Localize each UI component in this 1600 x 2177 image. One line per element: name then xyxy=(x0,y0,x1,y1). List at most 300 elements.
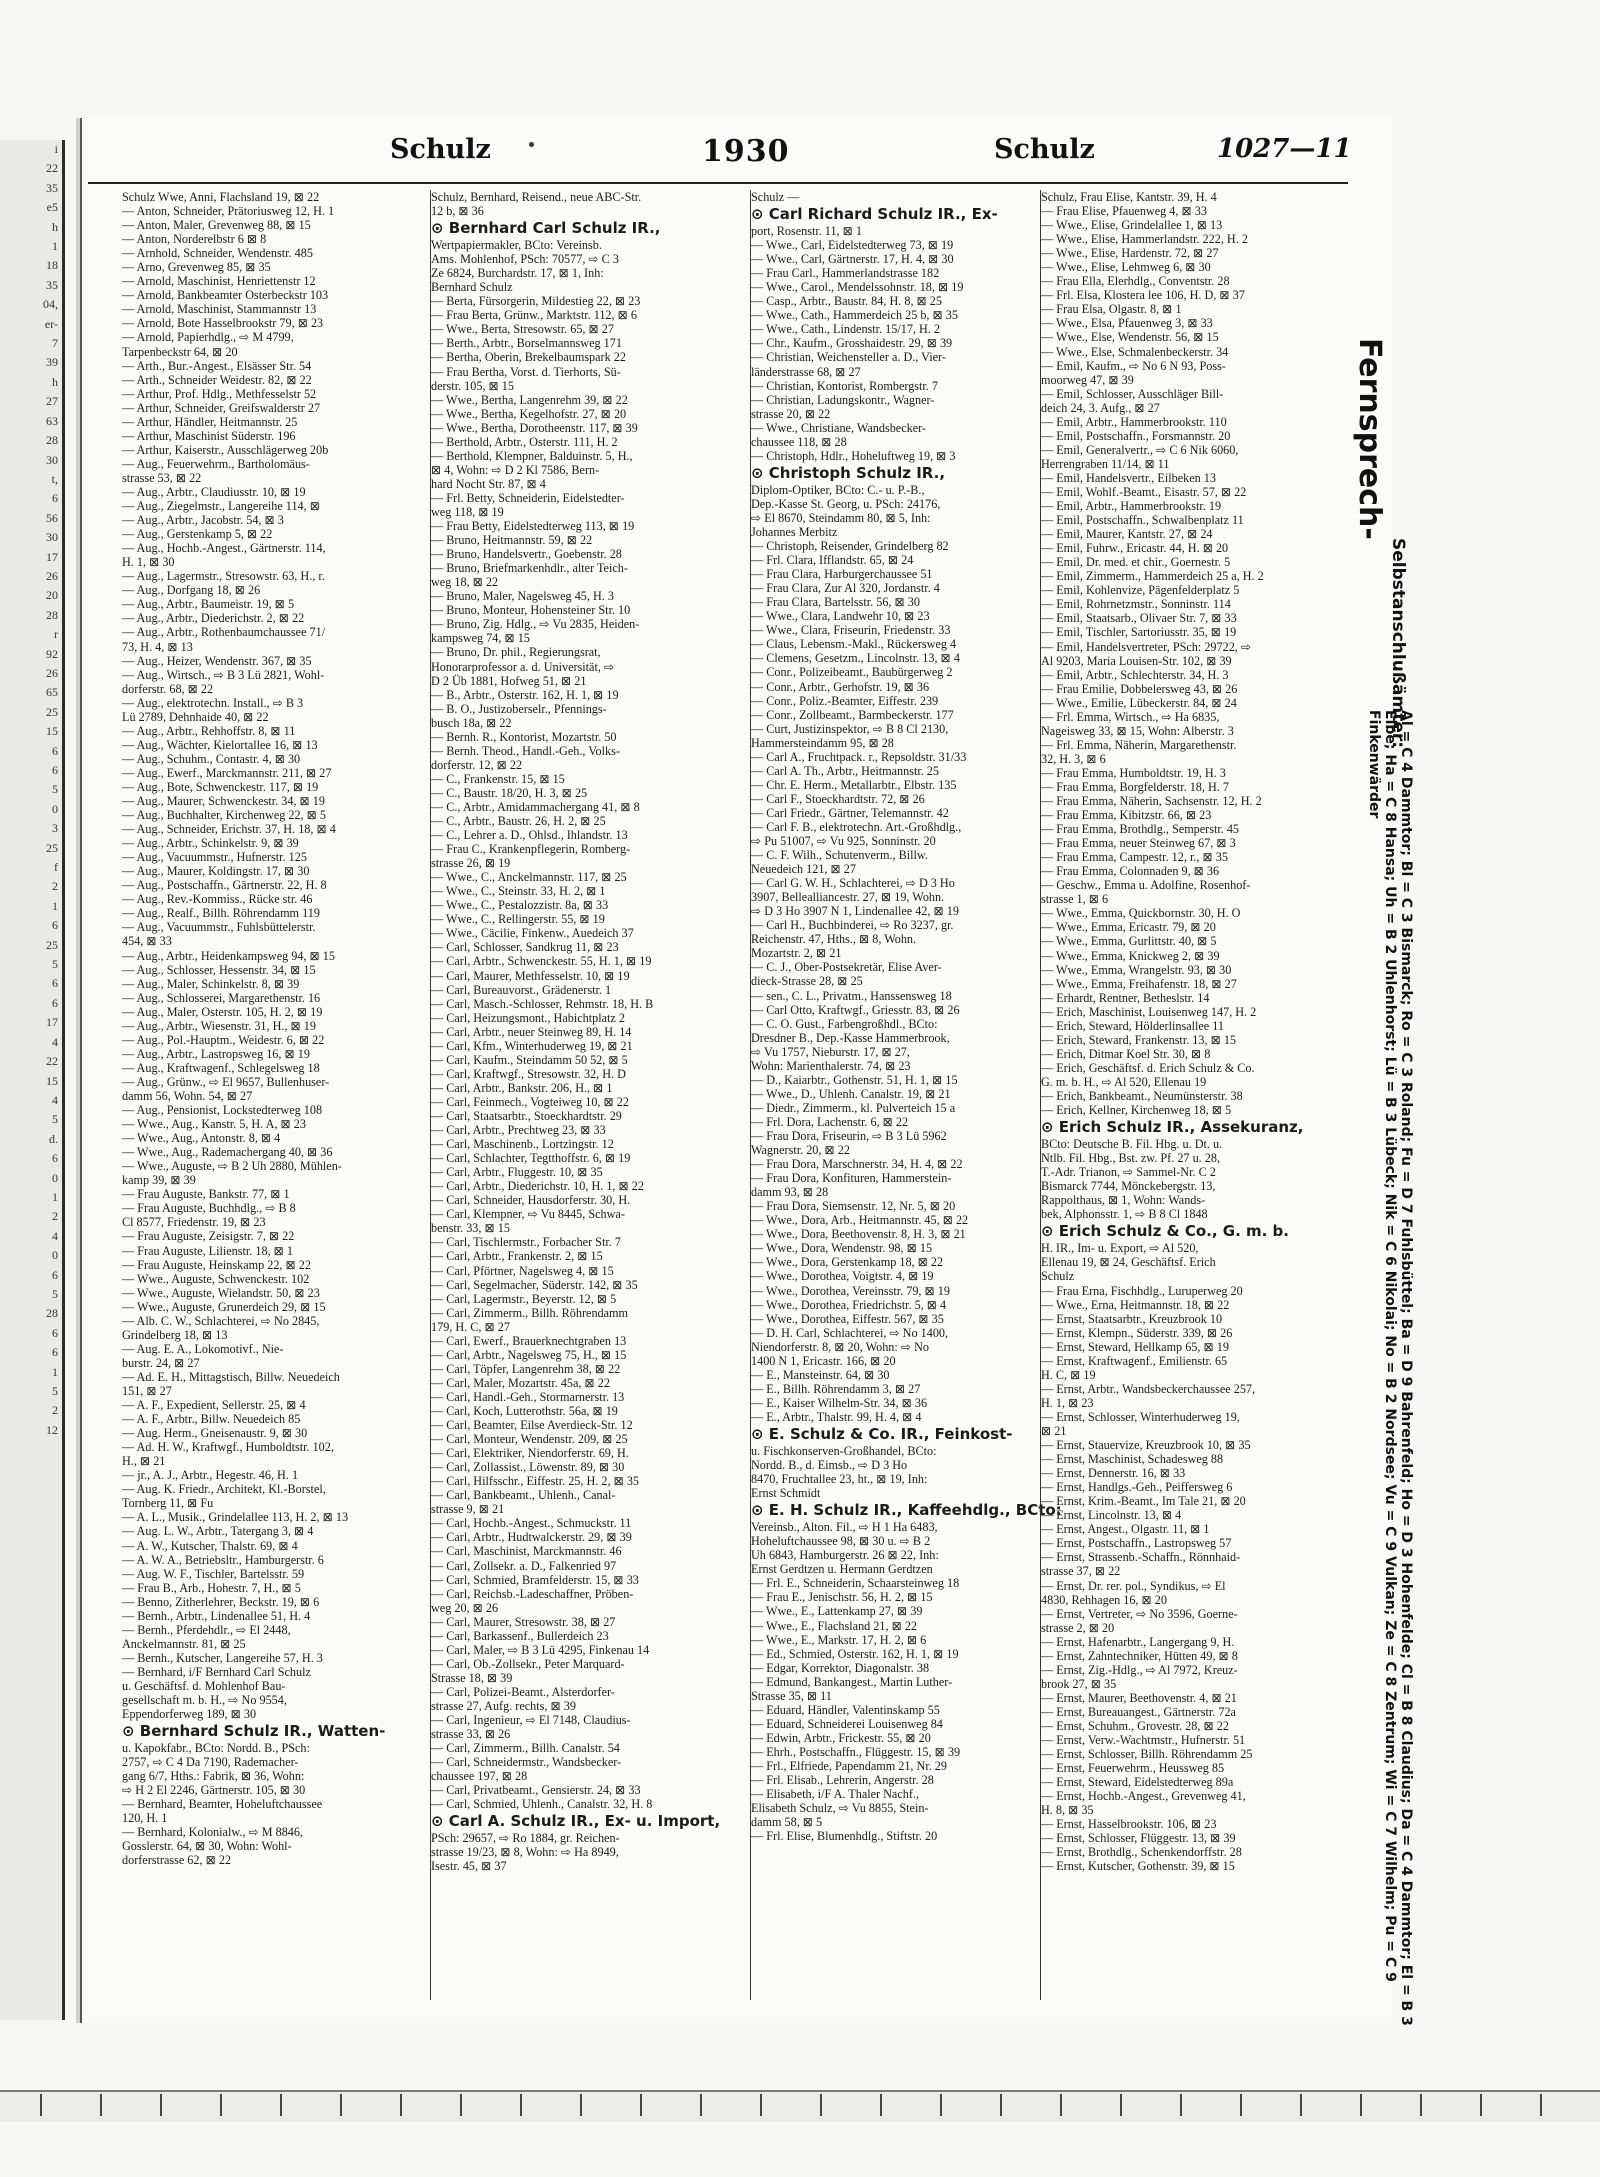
directory-entry: Dresdner B., Dep.-Kasse Hammerbrook, xyxy=(751,1030,950,1045)
directory-entry: — Wwe., Aug., Antonstr. 8, ⊠ 4 xyxy=(122,1131,281,1146)
directory-entry: — Aug. E. A., Lokomotivf., Nie- xyxy=(122,1341,284,1356)
directory-entry: — Carl, Schlosser, Sandkrug 11, ⊠ 23 xyxy=(431,940,619,955)
directory-entry: ⊙ Christoph Schulz IR., xyxy=(751,463,946,482)
directory-entry: — C., Arbtr., Amidammachergang 41, ⊠ 8 xyxy=(431,799,640,814)
directory-entry: — Wwe., Cath., Lindenstr. 15/17, H. 2 xyxy=(751,322,941,337)
sliver-fragment: 5 xyxy=(52,1384,58,1398)
directory-entry: — Ernst, Schlosser, Billh. Röhrendamm 25 xyxy=(1041,1747,1253,1762)
directory-entry: H., ⊠ 21 xyxy=(122,1454,166,1469)
directory-entry: — Bernhard, i/F Bernhard Carl Schulz xyxy=(122,1664,311,1679)
directory-entry: ⊙ Carl A. Schulz IR., Ex- u. Import, xyxy=(431,1812,721,1831)
directory-entry: — Aug., Schneider, Erichstr. 37, H. 18, ⊠ 4 xyxy=(122,822,336,837)
directory-entry: gesellschaft m. b. H., ⇨ No 9554, xyxy=(122,1693,287,1708)
directory-entry: — Aug., Gerstenkamp 5, ⊠ 22 xyxy=(122,527,273,542)
directory-entry: — Frau B., Arb., Hohestr. 7, H., ⊠ 5 xyxy=(122,1580,301,1595)
directory-entry: — Aug., Vacuummstr., Hufnerstr. 125 xyxy=(122,850,307,865)
directory-entry: — Carl A. Th., Arbtr., Heitmannstr. 25 xyxy=(751,763,939,778)
directory-entry: — Carl, Hilfsschr., Eiffestr. 25, H. 2, ⊠ 35 xyxy=(431,1474,640,1489)
directory-entry: — Carl, Barkassenf., Bullerdeich 23 xyxy=(431,1628,609,1643)
sliver-fragment: 63 xyxy=(46,413,58,428)
directory-entry: — Carl, Arbtr., neuer Steinweg 89, H. 14 xyxy=(431,1024,632,1039)
directory-entry: — Aug., Realf., Billh. Röhrendamm 119 xyxy=(122,906,320,921)
directory-entry: Nordd. B., d. Eimsb., ⇨ D 3 Ho xyxy=(751,1458,908,1473)
directory-entry: — Clemens, Gesetzm., Lincolnstr. 13, ⊠ 4 xyxy=(751,651,960,666)
directory-entry: — Frau Bertha, Vorst. d. Tierhorts, Sü- xyxy=(431,364,621,379)
directory-entry: — A. F., Expedient, Sellerstr. 25, ⊠ 4 xyxy=(122,1398,306,1413)
directory-entry: — Carl, Zollassist., Löwenstr. 89, ⊠ 30 xyxy=(431,1460,625,1475)
directory-entry: 151, ⊠ 27 xyxy=(122,1383,172,1398)
directory-entry: — Wwe., Emma, Gurlittstr. 40, ⊠ 5 xyxy=(1041,934,1217,949)
sliver-fragment: 30 xyxy=(46,452,58,467)
directory-entry: — Carl, Ingenieur, ⇨ El 7148, Claudius- xyxy=(431,1713,631,1728)
directory-entry: — Carl, Schneider, Hausdorferstr. 30, H. xyxy=(431,1193,631,1208)
directory-entry: ⊙ E. H. Schulz IR., Kaffeehdlg., BCto: xyxy=(751,1501,1062,1520)
directory-entry: — Carl, Beamter, Eilse Averdieck-Str. 12 xyxy=(431,1418,633,1433)
previous-page-edge xyxy=(0,140,65,2020)
directory-entry: — Carl, Segelmacher, Süderstr. 142, ⊠ 35 xyxy=(431,1277,638,1292)
directory-entry: — Wwe., Aug., Rademachergang 40, ⊠ 36 xyxy=(122,1145,333,1160)
directory-entry: — B. O., Justizoberselr., Pfennings- xyxy=(431,701,607,716)
directory-entry: Schulz, Frau Elise, Kantstr. 39, H. 4 xyxy=(1041,190,1217,204)
directory-entry: — Emil, Handelsvertr., Eilbeken 13 xyxy=(1041,470,1216,485)
directory-entry: — Ernst, Vertreter, ⇨ No 3596, Goerne- xyxy=(1041,1606,1238,1621)
sliver-fragment: t, xyxy=(51,471,58,486)
sliver-fragment: 2 xyxy=(52,879,58,894)
sliver-fragment: 28 xyxy=(46,1306,58,1321)
directory-entry: — Carl H., Buchbinderei, ⇨ Ro 3237, gr. xyxy=(751,918,954,933)
directory-entry: Tornberg 11, ⊠ Fu xyxy=(122,1496,214,1511)
directory-entry: 12 b, ⊠ 36 xyxy=(431,204,484,219)
directory-entry: — Frau Emma, Colonnaden 9, ⊠ 36 xyxy=(1041,864,1220,879)
sliver-fragment: 25 xyxy=(46,937,58,952)
directory-entry: — Carl, Arbtr., Fluggestr. 10, ⊠ 35 xyxy=(431,1165,603,1180)
directory-entry: — Anton, Schneider, Prätoriusweg 12, H. 1 xyxy=(122,204,335,219)
directory-entry: — Ernst, Steward, Hellkamp 65, ⊠ 19 xyxy=(1041,1339,1229,1354)
directory-entry: — Aug., Arbtr., Claudiusstr. 10, ⊠ 19 xyxy=(122,484,306,499)
directory-entry: — Emil, Zimmerm., Hammerdeich 25 a, H. 2 xyxy=(1041,569,1264,584)
directory-entry: — Frau Auguste, Lilienstr. 18, ⊠ 1 xyxy=(122,1243,294,1258)
sliver-fragment: 6 xyxy=(52,976,58,991)
sliver-fragment: 1 xyxy=(52,1364,58,1379)
directory-entry: — Emil, Staatsarb., Olivaer Str. 7, ⊠ 33 xyxy=(1041,611,1237,626)
directory-entry: — Frau Emma, Humboldtstr. 19, H. 3 xyxy=(1041,765,1226,780)
directory-entry: — C. J., Ober-Postsekretär, Elise Aver- xyxy=(751,960,942,975)
film-tick xyxy=(280,2094,282,2116)
directory-entry: — Erich, Steward, Hölderlinsallee 11 xyxy=(1041,1018,1224,1033)
directory-entry: — Carl, Tischlermstr., Forbacher Str. 7 xyxy=(431,1235,621,1250)
sliver-fragment: 17 xyxy=(46,1015,58,1030)
directory-entry: — Frau E., Jenischstr. 56, H. 2, ⊠ 15 xyxy=(751,1590,933,1605)
directory-entry: ⊠ 4, Wohn: ⇨ D 2 Kl 7586, Bern- xyxy=(431,462,600,477)
sliver-fragment: 6 xyxy=(52,918,58,933)
directory-entry: — Casp., Arbtr., Baustr. 84, H. 8, ⊠ 25 xyxy=(751,294,942,309)
sidebar-subtitle: Selbstanschlußämter: xyxy=(1388,538,1408,749)
directory-entry: — C., Frankenstr. 15, ⊠ 15 xyxy=(431,771,565,786)
directory-entry: — Emil, Wohlf.-Beamt., Eisastr. 57, ⊠ 22 xyxy=(1041,484,1247,499)
directory-entry: — Carl, Schmied, Uhlenh., Canalstr. 32, H. 8 xyxy=(431,1797,653,1812)
directory-entry: — Aug., Schlosser, Hessenstr. 34, ⊠ 15 xyxy=(122,962,316,977)
directory-entry: — Emil, Arbtr., Schlechterstr. 34, H. 3 xyxy=(1041,667,1229,682)
film-tick xyxy=(340,2094,342,2116)
directory-entry: — Wwe., Elise, Hardenstr. 72, ⊠ 27 xyxy=(1041,246,1219,261)
directory-entry: Hammersteindamm 95, ⊠ 28 xyxy=(751,735,894,750)
directory-entry: — Frau Berta, Grünw., Marktstr. 112, ⊠ 6 xyxy=(431,308,637,323)
directory-entry: — Aug., Feuerwehrm., Bartholomäus- xyxy=(122,456,310,471)
film-tick xyxy=(1120,2094,1122,2116)
directory-entry: damm 93, ⊠ 28 xyxy=(751,1185,829,1200)
directory-entry: Tarpenbeckstr 64, ⊠ 20 xyxy=(122,344,238,359)
directory-entry: — Bernh., Pferdehdlr., ⇨ El 2448, xyxy=(122,1622,291,1637)
directory-entry: — Carl Otto, Kraftwgf., Griesstr. 83, ⊠ 26 xyxy=(751,1002,960,1017)
directory-entry: — Wwe., Berta, Stresowstr. 65, ⊠ 27 xyxy=(431,322,614,337)
directory-entry: — C. O. Gust., Farbengroßhdl., BCto: xyxy=(751,1016,938,1031)
directory-entry: — Geschw., Emma u. Adolfine, Rosenhof- xyxy=(1041,878,1251,893)
directory-entry: Niendorferstr. 8, ⊠ 20, Wohn: ⇨ No xyxy=(751,1339,929,1354)
directory-entry: kamp 39, ⊠ 39 xyxy=(122,1173,196,1188)
sliver-fragment: 6 xyxy=(52,763,58,777)
directory-entry: H. 1, ⊠ 30 xyxy=(122,555,175,570)
directory-entry: derstr. 105, ⊠ 15 xyxy=(431,378,514,393)
sliver-fragment: 22 xyxy=(46,161,58,176)
sliver-fragment: 65 xyxy=(46,685,58,700)
directory-entry: — Emil, Postschaffn., Forsmannstr. 20 xyxy=(1041,428,1231,443)
directory-entry: dieck-Strasse 28, ⊠ 25 xyxy=(751,974,863,989)
directory-entry: — Aug., Rev.-Kommiss., Rücke str. 46 xyxy=(122,892,313,907)
directory-entry: — Frau Auguste, Buchhdlg., ⇨ B 8 xyxy=(122,1201,296,1216)
directory-entry: — Arnold, Papierhdlg., ⇨ M 4799, xyxy=(122,330,294,345)
directory-entry: — Aug., Buchhalter, Kirchenweg 22, ⊠ 5 xyxy=(122,808,327,823)
directory-entry: — Wwe., Emma, Freihafenstr. 18, ⊠ 27 xyxy=(1041,976,1237,991)
directory-entry: — Aug., Kraftwagenf., Schlegelsweg 18 xyxy=(122,1060,320,1075)
sliver-fragment: 35 xyxy=(46,180,58,195)
directory-entry: damm 58, ⊠ 5 xyxy=(751,1815,823,1830)
film-tick xyxy=(1180,2094,1182,2116)
sidebar-exchanges: Al = C 4 Dammtor; Bl = C 3 Bismarck; Ro = C 3 Roland; Fu = D 7 Fuhlsbüttel; Ba = D 9 Bahrenfeld; Ho = D 3 Hohenfelde; Cl = B 8 Claudius; Da = C 4 Dammtor; El = B 3 Elbe; Ha = C 8 Hansa; Uh = B 2 Uhlenhorst; Lü = B 3 Lübeck; Nik = C 6 Nikolai; No = B 2 Nordsee; Vu = C 9 Vulkan; Ze = C 8 Zentrum; Wi = C 7 Wilhelm; Pu = C 9 Finkenwärder xyxy=(1366,710,1414,2026)
directory-entry: — Emil, Dr. med. et chir., Goernestr. 5 xyxy=(1041,555,1231,570)
directory-entry: — Erich, Geschäftsf. d. Erich Schulz & Co. xyxy=(1041,1060,1255,1075)
directory-entry: busch 18a, ⊠ 22 xyxy=(431,715,512,730)
directory-entry: — Ernst, Postschaffn., Lastropsweg 57 xyxy=(1041,1536,1232,1551)
directory-entry: — Bernhard, Kolonialw., ⇨ M 8846, xyxy=(122,1825,304,1840)
directory-entry: — Arth., Bur.-Angest., Elsässer Str. 54 xyxy=(122,358,312,373)
sliver-fragment: 0 xyxy=(52,1170,58,1185)
directory-entry: — Benno, Zitherlehrer, Beckstr. 19, ⊠ 6 xyxy=(122,1594,320,1609)
directory-entry: — Frl. Elise, Blumenhdlg., Stiftstr. 20 xyxy=(751,1829,938,1844)
directory-entry: — Wwe., Else, Schmalenbeckerstr. 34 xyxy=(1041,344,1229,359)
directory-entry: — Aug., Dorfgang 18, ⊠ 26 xyxy=(122,583,261,598)
directory-entry: benstr. 33, ⊠ 15 xyxy=(431,1221,510,1236)
directory-entry: bek, Alphonsstr. 1, ⇨ B 8 Cl 1848 xyxy=(1041,1207,1208,1222)
directory-entry: — Aug., Maurer, Schwenckestr. 34, ⊠ 19 xyxy=(122,794,325,809)
sliver-fragment: 6 xyxy=(52,1267,58,1282)
sliver-fragment: f xyxy=(54,860,58,875)
directory-entry: — Frl. Clara, Ifflandstr. 65, ⊠ 24 xyxy=(751,553,914,568)
directory-entry: — Wwe., Cäcilie, Finkenw., Auedeich 37 xyxy=(431,926,634,941)
directory-entry: — Frl. Emma, Näherin, Margarethenstr. xyxy=(1041,737,1237,752)
directory-entry: 120, H. 1 xyxy=(122,1811,168,1826)
directory-entry: 2757, ⇨ C 4 Da 7190, Rademacher- xyxy=(122,1755,299,1770)
film-tick xyxy=(1240,2094,1242,2116)
directory-entry: — Berta, Fürsorgerin, Mildestieg 22, ⊠ 23 xyxy=(431,294,641,309)
directory-entry: Reichenstr. 47, Hths., ⊠ 8, Wohn. xyxy=(751,932,917,947)
directory-entry: — Anton, Maler, Grevenweg 88, ⊠ 15 xyxy=(122,218,311,233)
directory-entry: — Diedr., Zimmerm., kl. Pulverteich 15 a xyxy=(751,1100,956,1115)
sliver-fragment: 5 xyxy=(52,782,58,797)
sliver-fragment: 5 xyxy=(52,957,58,972)
column-1 xyxy=(122,190,470,2000)
directory-entry: — Emil, Arbtr., Hammerbrookstr. 110 xyxy=(1041,414,1227,429)
directory-entry: — Wwe., Dorothea, Voigtstr. 4, ⊠ 19 xyxy=(751,1269,934,1284)
directory-entry: — Emil, Kaufm., ⇨ No 6 N 93, Poss- xyxy=(1041,358,1226,373)
film-tick xyxy=(640,2094,642,2116)
directory-entry: — Carl, Ewerf., Brauerknechtgraben 13 xyxy=(431,1333,627,1348)
film-tick xyxy=(1060,2094,1062,2116)
directory-entry: — Ernst, Schlosser, Winterhuderweg 19, xyxy=(1041,1409,1240,1424)
directory-entry: Neuedeich 121, ⊠ 27 xyxy=(751,862,856,877)
sliver-fragment: 2 xyxy=(52,1209,58,1224)
directory-entry: — Aug., Maler, Osterstr. 105, H. 2, ⊠ 19 xyxy=(122,1004,323,1019)
directory-entry: — Carl, Ob.-Zollsekr., Peter Marquard- xyxy=(431,1656,625,1671)
directory-entry: Ze 6824, Burchardstr. 17, ⊠ 1, Inh: xyxy=(431,266,604,281)
directory-entry: dorferstr. 12, ⊠ 22 xyxy=(431,757,523,772)
sliver-fragment: 56 xyxy=(46,510,58,525)
directory-entry: — Chr., Kaufm., Grosshaidestr. 29, ⊠ 39 xyxy=(751,336,953,351)
directory-entry: — Frau Emma, Borgfelderstr. 18, H. 7 xyxy=(1041,779,1229,794)
sliver-fragment: 5 xyxy=(52,1286,58,1301)
directory-entry: — Frau Emilie, Dobbelersweg 43, ⊠ 26 xyxy=(1041,681,1238,696)
directory-entry: — Frau Elsa, Olgastr. 8, ⊠ 1 xyxy=(1041,302,1182,317)
directory-entry: Nageisweg 33, ⊠ 15, Wohn: Alberstr. 3 xyxy=(1041,723,1234,738)
directory-entry: — Ernst, Hasselbrookstr. 106, ⊠ 23 xyxy=(1041,1817,1217,1832)
directory-entry: — Frl. Dora, Lachenstr. 6, ⊠ 22 xyxy=(751,1114,909,1129)
directory-entry: — Arthur, Schneider, Greifswalderstr 27 xyxy=(122,400,321,415)
directory-entry: ⊙ Erich Schulz & Co., G. m. b. xyxy=(1041,1222,1289,1241)
directory-entry: strasse 26, ⊠ 19 xyxy=(431,856,511,871)
directory-entry: 179, H. C, ⊠ 27 xyxy=(431,1319,510,1334)
directory-entry: Diplom-Optiker, BCto: C.- u. P.-B., xyxy=(751,482,925,497)
sliver-fragment: 1 xyxy=(52,1189,58,1204)
sidebar-title: Fernsprech- xyxy=(1352,338,1387,540)
directory-entry: — Ernst, Dennerstr. 16, ⊠ 33 xyxy=(1041,1466,1186,1481)
directory-entry: — Ernst, Klempn., Süderstr. 339, ⊠ 26 xyxy=(1041,1325,1233,1340)
directory-entry: ⊠ 21 xyxy=(1041,1423,1067,1438)
directory-entry: — Wwe., D., Uhlenh. Canalstr. 19, ⊠ 21 xyxy=(751,1086,951,1101)
directory-entry: — Berth., Arbtr., Borselmannsweg 171 xyxy=(431,336,622,351)
directory-entry: — Carl, Bureauvorst., Grädenerstr. 1 xyxy=(431,982,612,997)
directory-entry: Mozartstr. 2, ⊠ 21 xyxy=(751,946,842,961)
directory-entry: — D. H. Carl, Schlachterei, ⇨ No 1400, xyxy=(751,1325,949,1340)
film-tick xyxy=(1420,2094,1422,2116)
directory-entry: ⇨ D 3 Ho 3907 N 1, Lindenallee 42, ⊠ 19 xyxy=(751,904,959,919)
sliver-fragment: 20 xyxy=(46,588,58,603)
sliver-fragment: 15 xyxy=(46,724,58,739)
directory-entry: — Bernh., Arbtr., Lindenallee 51, H. 4 xyxy=(122,1608,311,1623)
directory-entry: länderstrasse 68, ⊠ 27 xyxy=(751,364,861,379)
film-edge xyxy=(0,2090,1600,2122)
directory-entry: moorweg 47, ⊠ 39 xyxy=(1041,372,1134,387)
directory-entry: — Emil, Fuhrw., Ericastr. 44, H. ⊠ 20 xyxy=(1041,541,1229,556)
sliver-fragment: 15 xyxy=(46,1073,58,1088)
film-tick xyxy=(1300,2094,1302,2116)
directory-entry: — Erich, Maschinist, Louisenweg 147, H. 2 xyxy=(1041,1004,1257,1019)
directory-entry: — Claus, Lebensm.-Makl., Rückersweg 4 xyxy=(751,637,957,652)
directory-entry: — Wwe., Auguste, Schwenckestr. 102 xyxy=(122,1271,310,1286)
directory-entry: — Frau Betty, Eidelstedterweg 113, ⊠ 19 xyxy=(431,519,635,534)
directory-entry: — Emil, Rohrnetzmstr., Sonninstr. 114 xyxy=(1041,597,1231,612)
directory-entry: — Arnold, Bankbeamter Osterbeckstr 103 xyxy=(122,288,329,303)
directory-entry: — Frau Carl., Hammerlandstrasse 182 xyxy=(751,266,940,281)
directory-entry: — Emil, Arbtr., Hammerbrookstr. 19 xyxy=(1041,499,1222,514)
directory-entry: strasse 27, Aufg. rechts, ⊠ 39 xyxy=(431,1698,576,1713)
sliver-fragment: e5 xyxy=(46,200,58,215)
directory-entry: — Carl, Schneidermstr., Wandsbecker- xyxy=(431,1755,622,1770)
directory-entry: — Carl, Klempner, ⇨ Vu 8445, Schwa- xyxy=(431,1207,625,1222)
directory-entry: — Ehrh., Postschaffn., Flüggestr. 15, ⊠ 39 xyxy=(751,1744,961,1759)
sliver-fragment: r xyxy=(54,627,58,642)
directory-entry: — E., Mansteinstr. 64, ⊠ 30 xyxy=(751,1367,890,1382)
directory-entry: — D., Kaiarbtr., Gothenstr. 51, H. 1, ⊠ 15 xyxy=(751,1072,958,1087)
directory-entry: Wagnerstr. 20, ⊠ 22 xyxy=(751,1143,850,1158)
directory-entry: ⇨ El 8670, Steindamm 80, ⊠ 5, Inh: xyxy=(751,510,931,525)
directory-entry: — Frau Emma, Brothdlg., Semperstr. 45 xyxy=(1041,822,1240,837)
directory-entry: — Ernst, Kraftwagenf., Emilienstr. 65 xyxy=(1041,1353,1228,1368)
directory-entry: — Christian, Ladungskontr., Wagner- xyxy=(751,392,935,407)
directory-entry: — Ernst, Bureauangest., Gärtnerstr. 72a xyxy=(1041,1704,1236,1719)
directory-entry: — Aug., Hochb.-Angest., Gärtnerstr. 114, xyxy=(122,541,326,556)
directory-entry: — Frau Emma, Campestr. 12, r., ⊠ 35 xyxy=(1041,850,1228,865)
directory-entry: — Aug., Arbtr., Schinkelstr. 9, ⊠ 39 xyxy=(122,836,299,851)
directory-entry: u. Fischkonserven-Großhandel, BCto: xyxy=(751,1443,937,1458)
directory-entry: — Wwe., Erna, Heitmannstr. 18, ⊠ 22 xyxy=(1041,1297,1230,1312)
directory-entry: — Aug., Arbtr., Diederichstr. 2, ⊠ 22 xyxy=(122,611,305,626)
column-4 xyxy=(1040,190,1363,2000)
directory-entry: — Conr., Zollbeamt., Barmbeckerstr. 177 xyxy=(751,707,954,722)
directory-entry: — Carl, Zimmerm., Billh. Röhrendamm xyxy=(431,1305,629,1320)
directory-entry: — Aug., Arbtr., Rehhoffstr. 8, ⊠ 11 xyxy=(122,723,296,738)
sliver-fragment: 25 xyxy=(46,840,58,855)
directory-entry: — Carl, Hochb.-Angest., Schmuckstr. 11 xyxy=(431,1516,632,1531)
directory-entry: strasse 1, ⊠ 6 xyxy=(1041,892,1109,907)
directory-entry: — Frl. Elisab., Lehrerin, Angerstr. 28 xyxy=(751,1773,934,1788)
directory-entry: — Wwe., Dora, Arb., Heitmannstr. 45, ⊠ 22 xyxy=(751,1213,969,1228)
directory-entry: brook 27, ⊠ 35 xyxy=(1041,1676,1117,1691)
directory-entry: — Edgar, Korrektor, Diagonalstr. 38 xyxy=(751,1660,930,1675)
sliver-fragment: 1 xyxy=(52,239,58,254)
sliver-fragment: 3 xyxy=(52,821,58,836)
directory-entry: — Emil, Kohlenvize, Pägenfelderplatz 5 xyxy=(1041,583,1240,598)
directory-entry: ⇨ H 2 El 2246, Gärtnerstr. 105, ⊠ 30 xyxy=(122,1783,306,1798)
page-header xyxy=(82,118,1392,178)
directory-entry: — Carl, Maler, ⇨ B 3 Lü 4295, Finkenau 14 xyxy=(431,1642,650,1657)
directory-entry: — Ernst, Steward, Eidelstedterweg 89a xyxy=(1041,1775,1234,1790)
directory-entry: — Wwe., Elise, Lehmweg 6, ⊠ 30 xyxy=(1041,260,1211,275)
sliver-fragment: er- xyxy=(44,316,58,331)
directory-entry: — Aug., Maler, Schinkelstr. 8, ⊠ 39 xyxy=(122,976,300,991)
sliver-fragment: 0 xyxy=(52,1248,58,1263)
sliver-fragment: 1 xyxy=(52,898,58,913)
directory-entry: — Ernst, Stauervize, Kreuzbrook 10, ⊠ 35 xyxy=(1041,1438,1251,1453)
directory-entry: — Carl A., Fruchtpack. r., Repsoldstr. 31/33 xyxy=(751,749,967,764)
directory-entry: — Carl, Polizei-Beamt., Alsterdorfer- xyxy=(431,1684,615,1699)
directory-entry: — Frl. E., Schneiderin, Schaarsteinweg 18 xyxy=(751,1576,960,1591)
header-right-name: Schulz xyxy=(994,134,1095,165)
directory-entry: — Arthur, Maschinist Süderstr. 196 xyxy=(122,428,296,443)
directory-entry: — Frau Emma, Kibitzstr. 66, ⊠ 23 xyxy=(1041,808,1212,823)
sliver-fragment: 7 xyxy=(52,336,58,351)
header-dot xyxy=(529,142,534,147)
directory-entry: deich 24, 3. Aufg., ⊠ 27 xyxy=(1041,400,1160,415)
directory-entry: — Carl, Staatsarbtr., Stoeckhardtstr. 29 xyxy=(431,1109,622,1123)
directory-entry: — Emil, Generalvertr., ⇨ C 6 Nik 6060, xyxy=(1041,442,1239,457)
sliver-fragment: 6 xyxy=(52,491,58,506)
directory-entry: — Aug., Grünw., ⇨ El 9657, Bullenhuser- xyxy=(122,1074,330,1089)
sliver-fragment: 5 xyxy=(52,1112,58,1127)
directory-entry: — Aug., Lagermstr., Stresowstr. 63, H., r. xyxy=(122,569,325,584)
directory-entry: PSch: 29657, ⇨ Ro 1884, gr. Reichen- xyxy=(431,1831,620,1846)
directory-entry: H. IR., Im- u. Export, ⇨ Al 520, xyxy=(1041,1241,1199,1256)
sliver-fragment: 4 xyxy=(52,1092,58,1107)
directory-entry: — Aug., Arbtr., Jacobstr. 54, ⊠ 3 xyxy=(122,513,284,528)
directory-entry: — Carl, Arbtr., Schwenckestr. 55, H. 1, ⊠ 19 xyxy=(431,954,652,969)
directory-entry: — Frl. Elsa, Klostera lee 106, H. D, ⊠ 37 xyxy=(1041,288,1245,303)
directory-entry: 4830, Rehhagen 16, ⊠ 20 xyxy=(1041,1592,1167,1607)
directory-entry: — Frl., Elfriede, Papendamm 21, Nr. 29 xyxy=(751,1758,947,1773)
directory-entry: 73, H. 4, ⊠ 13 xyxy=(122,639,193,654)
directory-entry: — Carl, Privatbeamt., Gensierstr. 24, ⊠ 33 xyxy=(431,1783,641,1798)
directory-entry: Vereinsb., Alton. Fil., ⇨ H 1 Ha 6483, xyxy=(751,1520,938,1535)
film-tick xyxy=(1480,2094,1482,2116)
directory-entry: Ernst Gerdtzen u. Hermann Gerdtzen xyxy=(751,1562,933,1577)
directory-entry: — Ernst, Hochb.-Angest., Grevenweg 41, xyxy=(1041,1789,1246,1804)
directory-entry: — Wwe., E., Flachsland 21, ⊠ 22 xyxy=(751,1618,918,1633)
directory-entry: Bernhard Schulz xyxy=(431,280,513,295)
sliver-fragment: 26 xyxy=(46,568,58,583)
directory-entry: — Conr., Poliz.-Beamter, Eiffestr. 239 xyxy=(751,693,939,708)
directory-entry: — A. W. A., Betriebsltr., Hamburgerstr. 6 xyxy=(122,1552,324,1567)
directory-entry: strasse 2, ⊠ 20 xyxy=(1041,1620,1115,1635)
directory-entry: — Frau C., Krankenpflegerin, Romberg- xyxy=(431,842,631,857)
directory-entry: Lü 2789, Dehnhaide 40, ⊠ 22 xyxy=(122,709,269,724)
directory-entry: Al 9203, Maria Louisen-Str. 102, ⊠ 39 xyxy=(1041,653,1232,668)
sliver-fragment: 28 xyxy=(46,607,58,622)
directory-entry: — Frau Ella, Elerhdlg., Conventstr. 28 xyxy=(1041,274,1230,289)
directory-entry: — Eduard, Schneiderei Louisenweg 84 xyxy=(751,1716,943,1731)
directory-entry: u. Geschäftsf. d. Mohlenhof Bau- xyxy=(122,1678,286,1693)
directory-entry: — Wwe., C., Pestalozzistr. 8a, ⊠ 33 xyxy=(431,898,609,913)
directory-entry: ⇨ Pu 51007, ⇨ Vu 925, Sonninstr. 20 xyxy=(751,834,936,849)
directory-entry: ⊙ E. Schulz & Co. IR., Feinkost- xyxy=(751,1424,1013,1443)
directory-entry: — Erich, Bankbeamt., Neumünsterstr. 38 xyxy=(1041,1089,1243,1103)
directory-entry: weg 18, ⊠ 22 xyxy=(431,575,499,590)
directory-entry: — Aug., Schuhm., Contastr. 4, ⊠ 30 xyxy=(122,751,301,766)
film-tick xyxy=(760,2094,762,2116)
directory-entry: — Wwe., Clara, Landwehr 10, ⊠ 23 xyxy=(751,609,930,624)
directory-entry: — Wwe., Auguste, Grunerdeich 29, ⊠ 15 xyxy=(122,1299,326,1314)
directory-entry: — Carl Friedr., Gärtner, Telemannstr. 42 xyxy=(751,805,949,820)
telephone-sidebar xyxy=(1352,338,1412,2038)
directory-entry: 1400 N 1, Ericastr. 166, ⊠ 20 xyxy=(751,1353,896,1368)
film-tick xyxy=(160,2094,162,2116)
header-rule xyxy=(88,182,1348,184)
directory-entry: — Wwe., Emma, Wrangelstr. 93, ⊠ 30 xyxy=(1041,962,1232,977)
sliver-fragment: 6 xyxy=(52,1325,58,1340)
directory-entry: Dep.-Kasse St. Georg, u. PSch: 24176, xyxy=(751,496,941,511)
directory-entry: — Carl, Handl.-Geh., Stormarnerstr. 13 xyxy=(431,1389,625,1404)
directory-entry: strasse 37, ⊠ 22 xyxy=(1041,1564,1121,1579)
directory-entry: Hoheluftchaussee 98, ⊠ 30 u. ⇨ B 2 xyxy=(751,1534,931,1549)
directory-entry: — Aug., Schlosserei, Margarethenstr. 16 xyxy=(122,990,321,1005)
directory-entry: — Ernst, Maurer, Beethovenstr. 4, ⊠ 21 xyxy=(1041,1690,1237,1705)
